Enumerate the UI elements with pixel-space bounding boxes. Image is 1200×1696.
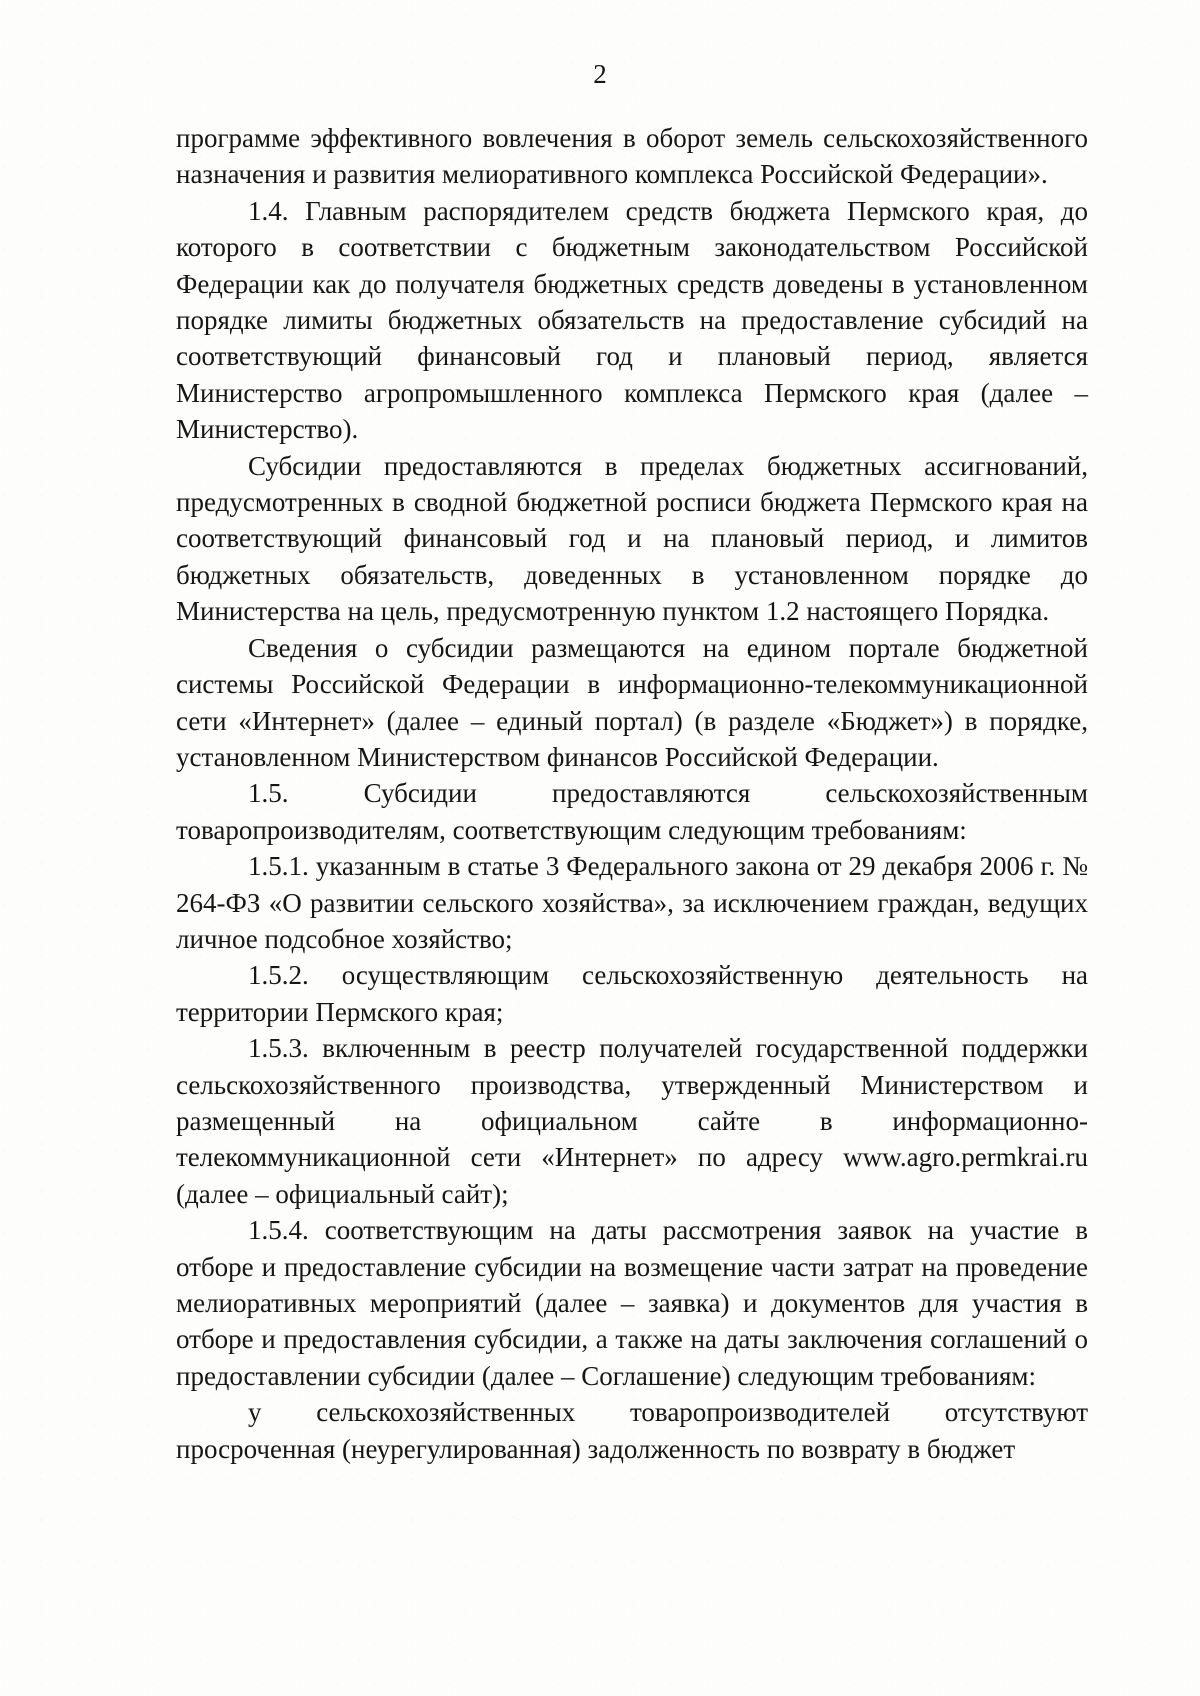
paragraph-1-5-2: 1.5.2. осуществляющим сельскохозяйственную деятельность на территории Пермского края; bbox=[176, 960, 1088, 1027]
paragraph-1-5-4: 1.5.4. соответствующим на даты рассмотрения заявок на участие в отборе и предоставление субсидии на возмещение части затрат на проведение мелиоративных мероприятий (далее – заявка) и документов для участия в отборе и предоставления субсидии, а также на даты заключения соглашений о предоставлении субсидии (далее – Соглашение) следующим требованиям: bbox=[176, 1215, 1088, 1391]
document-body bbox=[176, 120, 1088, 1467]
page-number: 2 bbox=[593, 59, 607, 89]
paragraph-subsidies-budget: Субсидии предоставляются в пределах бюджетных ассигнований, предусмотренных в сводной бюджетной росписи бюджета Пермского края на соответствующий финансовый год и на плановый период, и лимитов бюджетных обязательств, доведенных в установленном порядке до Министерства на цель, предусмотренную пунктом 1.2 настоящего Порядка. bbox=[176, 450, 1088, 627]
paragraph-1-5-3: 1.5.3. включенным в реестр получателей государственной поддержки сельскохозяйственного производства, утвержденный Министерством и размещенный на официальном сайте в информационно-телекоммуникационной сети «Интернет» по адресу www.agro.permkrai.ru (далее – официальный сайт); bbox=[176, 1033, 1088, 1209]
paragraph-continuation: программе эффективного вовлечения в оборот земель сельскохозяйственного назначения и развития мелиоративного комплекса Российской Федерации». bbox=[176, 123, 1088, 190]
paragraph-requirements-start: у сельскохозяйственных товаропроизводителей отсутствуют просроченная (неурегулированная) задолженность по возврату в бюджет bbox=[176, 1397, 1088, 1464]
paragraph-1-5-1: 1.5.1. указанным в статье 3 Федерального закона от 29 декабря 2006 г. № 264-ФЗ «О развитии сельского хозяйства», за исключением граждан, ведущих личное подсобное хозяйство; bbox=[176, 851, 1088, 954]
paragraph-subsidy-info: Сведения о субсидии размещаются на едином портале бюджетной системы Российской Федерации в информационно-телекоммуникационной сети «Интернет» (далее – единый портал) (в разделе «Бюджет») в порядке, установленном Министерством финансов Российской Федерации. bbox=[176, 632, 1088, 772]
paragraph-1-4: 1.4. Главным распорядителем средств бюджета Пермского края, до которого в соответствии с бюджетным законодательством Российской Федерации как до получателя бюджетных средств доведены в установленном порядке лимиты бюджетных обязательств на предоставление субсидий на соответствующий финансовый год и плановый период, является Министерство агропромышленного комплекса Пермского края (далее – Министерство). bbox=[176, 195, 1088, 445]
paragraph-1-5: 1.5. Субсидии предоставляются сельскохозяйственным товаропроизводителям, соответствующим следующим требованиям: bbox=[176, 778, 1088, 845]
